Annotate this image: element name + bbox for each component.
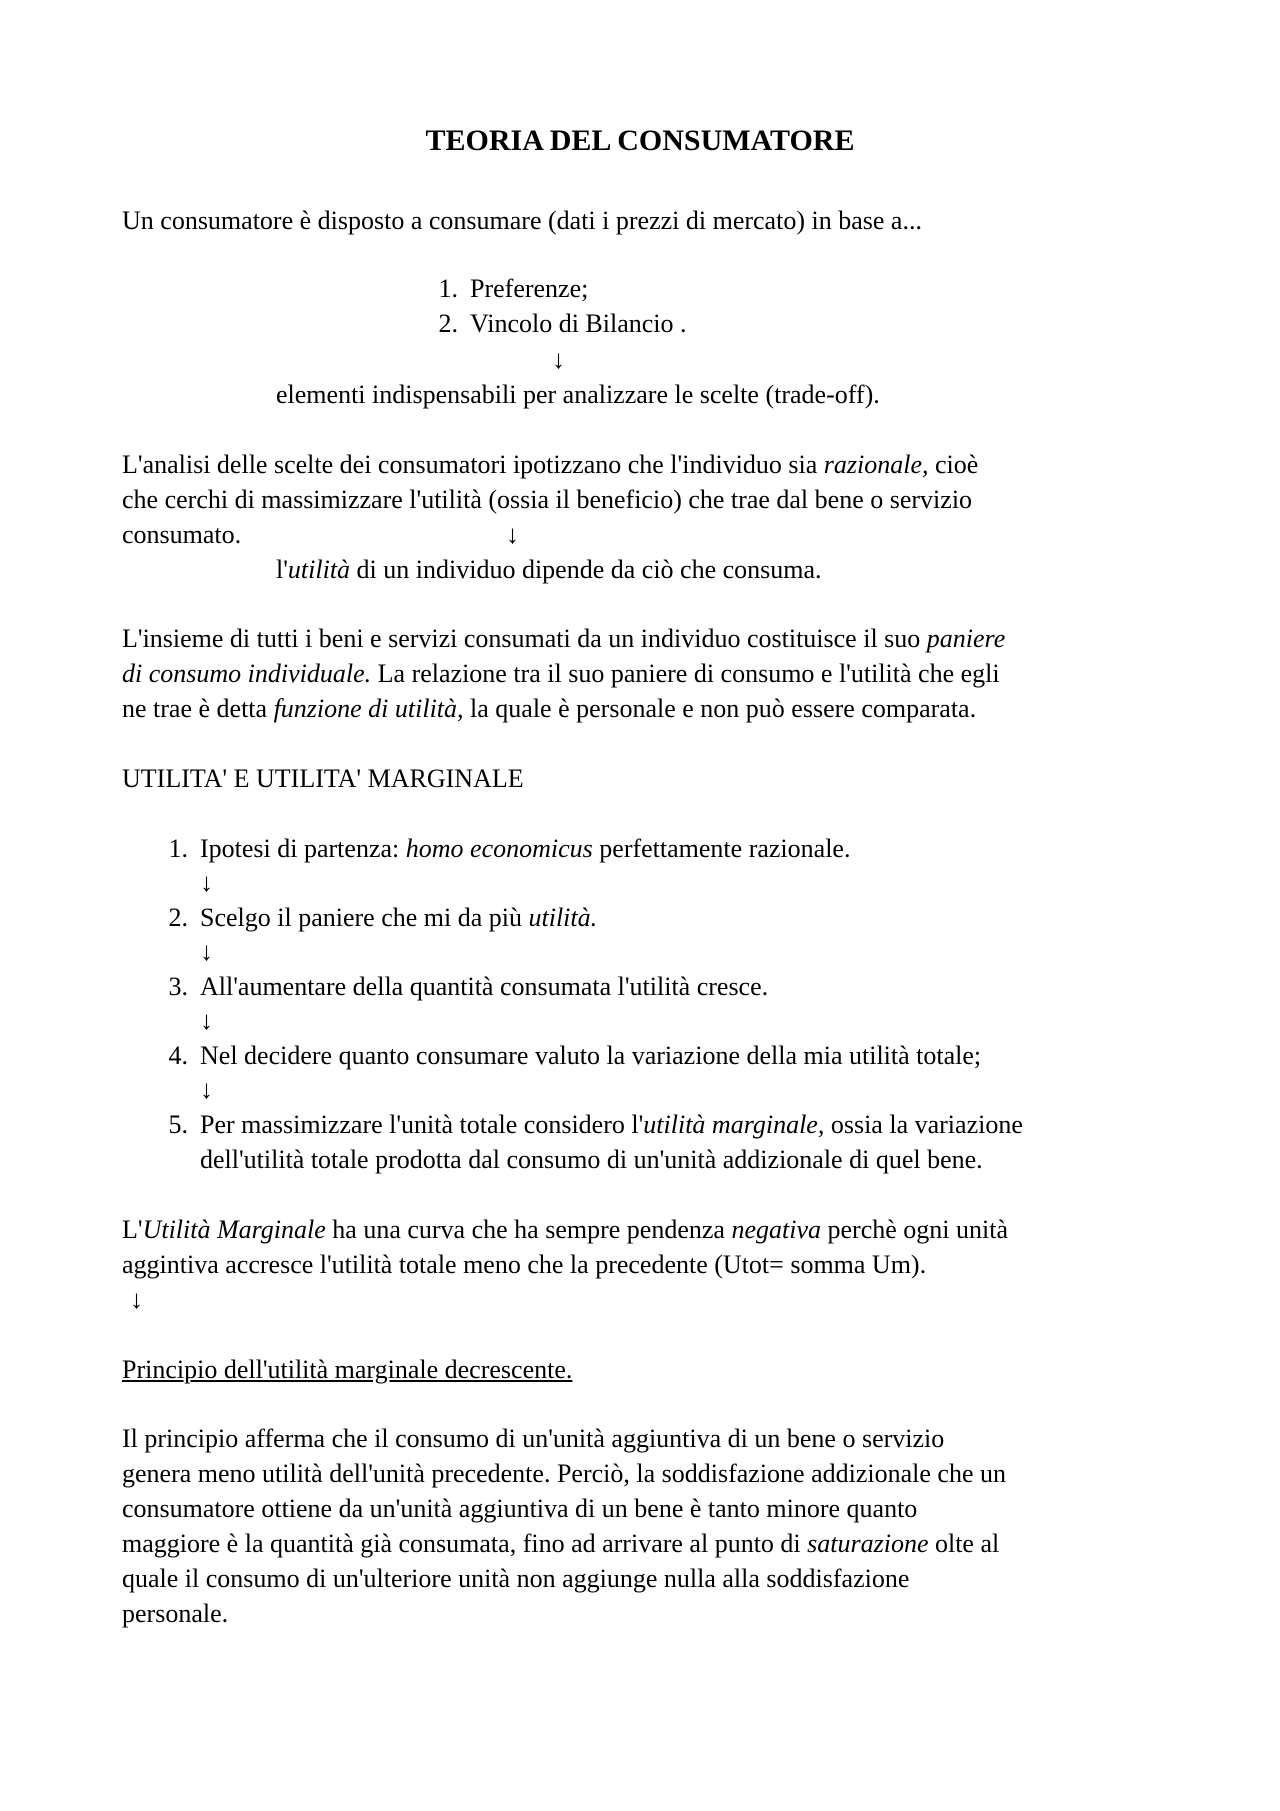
elements-line: elementi indispensabili per analizzare le scelte (trade-off).: [276, 380, 880, 409]
step-5-continuation: dell'utilità totale prodotta dal consumo di un'unità addizionale di quel bene.: [200, 1145, 983, 1174]
principle-line-4: maggiore è la quantità già consumata, fino ad arrivare al punto di saturazione olte al: [122, 1529, 1000, 1558]
step-4: 4. Nel decidere quanto consumare valuto la variazione della mia utilità totale;: [168, 1041, 982, 1070]
paniere-line-2: di consumo individuale. La relazione tra il suo paniere di consumo e l'utilità che egli: [122, 659, 1000, 688]
down-arrow-icon: ↓: [130, 1285, 143, 1314]
principle-line-5: quale il consumo di un'ulteriore unità non aggiunge nulla alla soddisfazione: [122, 1564, 910, 1593]
list-number: 1.: [438, 274, 458, 303]
intro-paragraph: Un consumatore è disposto a consumare (dati i prezzi di mercato) in base a...: [122, 206, 922, 235]
marginal-line-2: aggintiva accresce l'utilità totale meno che la precedente (Utot= somma Um).: [122, 1250, 927, 1279]
principle-line-6: personale.: [122, 1599, 229, 1628]
analysis-line-3: consumato.: [122, 520, 242, 549]
principle-heading: Principio dell'utilità marginale decrescente.: [122, 1355, 573, 1384]
paniere-line-3: ne trae è detta funzione di utilità, la quale è personale e non può essere comparata.: [122, 694, 977, 723]
list-text: Preferenze;: [470, 274, 589, 303]
down-arrow-icon: ↓: [200, 868, 213, 897]
down-arrow-icon: ↓: [506, 520, 519, 549]
list-item: [420, 274, 588, 304]
section-heading: UTILITA' E UTILITA' MARGINALE: [122, 764, 524, 793]
down-arrow-icon: ↓: [200, 1006, 213, 1035]
down-arrow-icon: ↓: [200, 937, 213, 966]
analysis-line-4: l'utilità di un individuo dipende da ciò che consuma.: [276, 555, 822, 584]
paniere-line-1: L'insieme di tutti i beni e servizi consumati da un individuo costituisce il suo paniere: [122, 624, 1006, 653]
step-3: 3. All'aumentare della quantità consumata l'utilità cresce.: [168, 972, 769, 1001]
step-5: 5. Per massimizzare l'unità totale considero l'utilità marginale, ossia la variazione: [168, 1110, 1023, 1139]
analysis-line-1: L'analisi delle scelte dei consumatori ipotizzano che l'individuo sia razionale, cioè: [122, 450, 979, 479]
list-number: 2.: [438, 309, 458, 338]
principle-line-1: Il principio afferma che il consumo di un'unità aggiuntiva di un bene o servizio: [122, 1424, 945, 1453]
down-arrow-icon: ↓: [552, 345, 565, 374]
analysis-line-2: che cerchi di massimizzare l'utilità (ossia il beneficio) che trae dal bene o servizio: [122, 485, 973, 514]
principle-line-3: consumatore ottiene da un'unità aggiuntiva di un bene è tanto minore quanto: [122, 1494, 918, 1523]
down-arrow-icon: ↓: [200, 1075, 213, 1104]
step-1: 1. Ipotesi di partenza: homo economicus perfettamente razionale.: [168, 834, 851, 863]
list-text: Vincolo di Bilancio .: [470, 309, 687, 338]
step-2: 2. Scelgo il paniere che mi da più utilità.: [168, 903, 598, 932]
list-item: [420, 309, 687, 339]
principle-line-2: genera meno utilità dell'unità precedente. Perciò, la soddisfazione addizionale che un: [122, 1459, 1006, 1488]
marginal-line-1: L'Utilità Marginale ha una curva che ha sempre pendenza negativa perchè ogni unità: [122, 1215, 1008, 1244]
page-title: TEORIA DEL CONSUMATORE: [425, 124, 855, 157]
